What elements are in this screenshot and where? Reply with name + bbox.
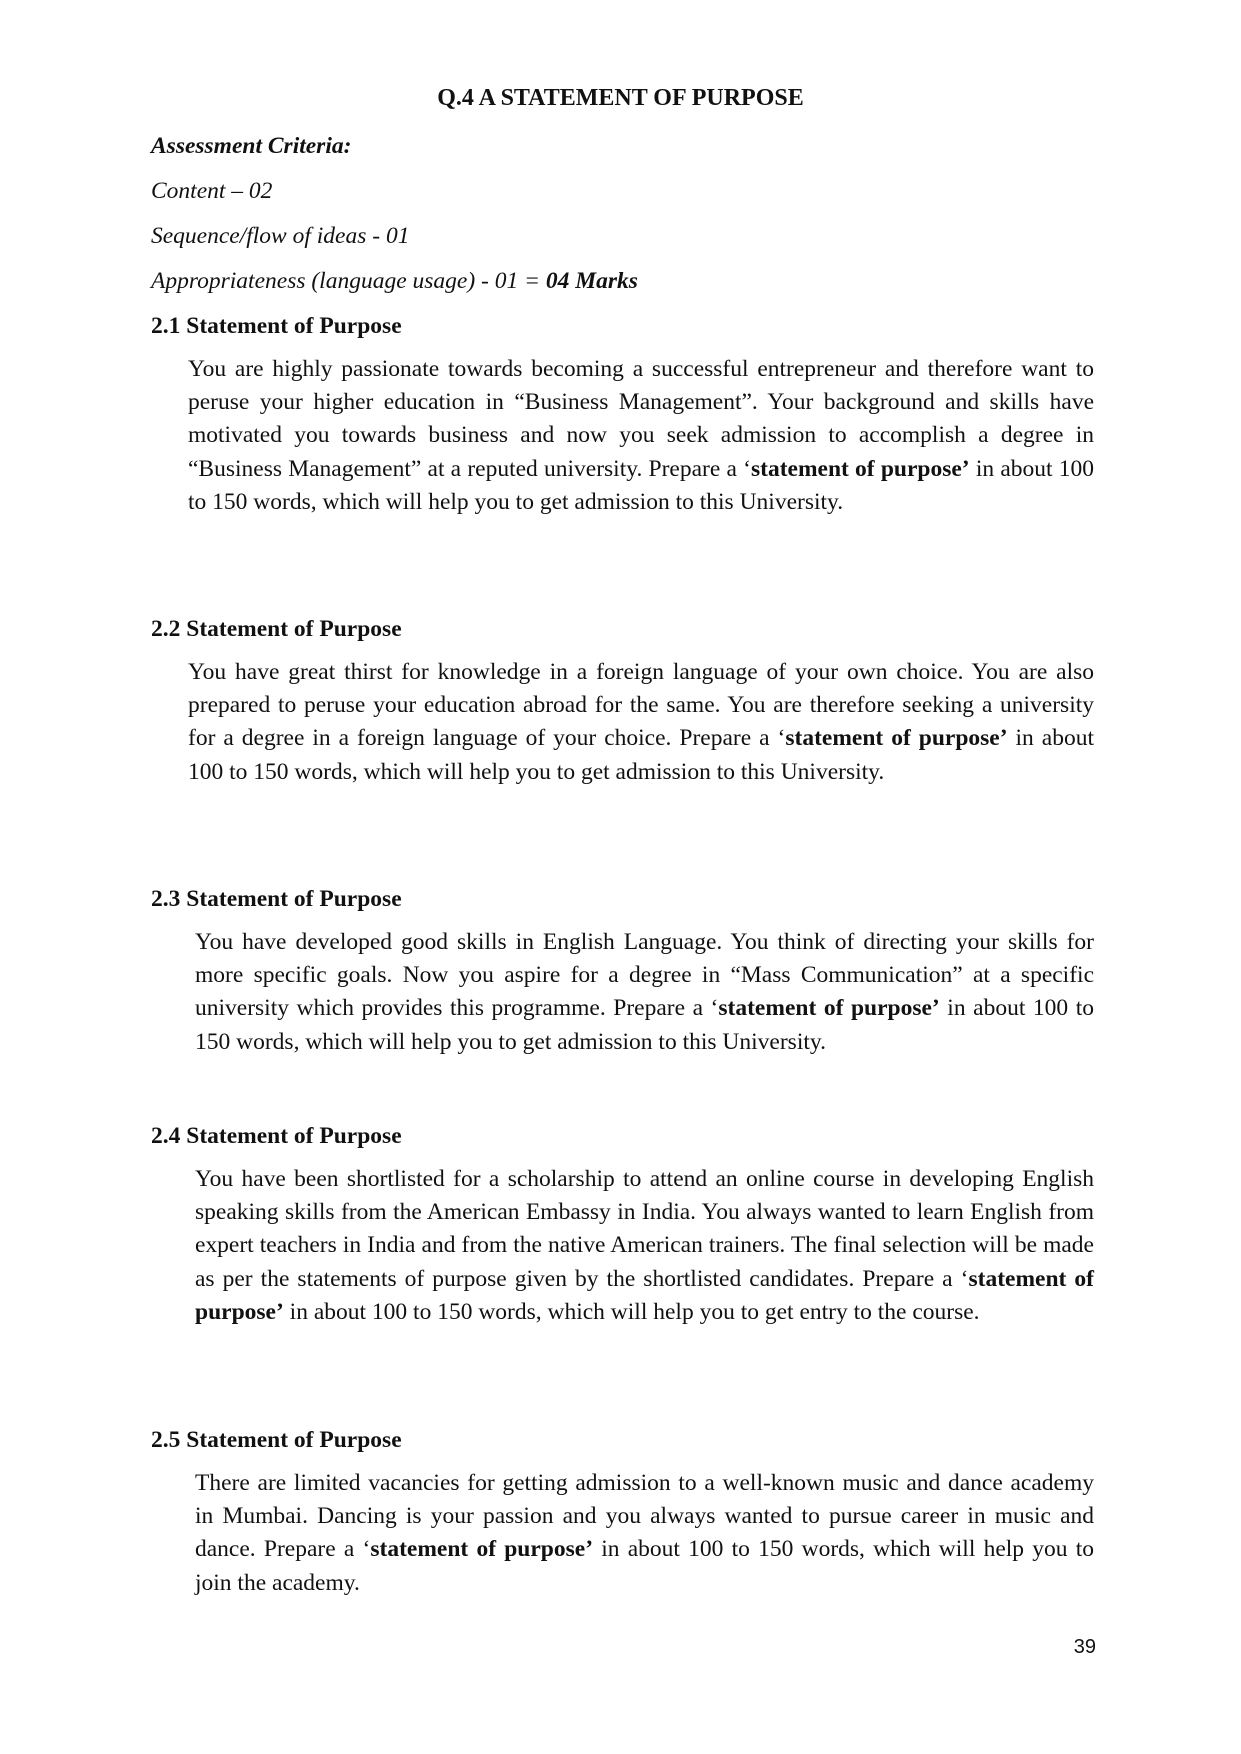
criteria-appropriateness-text: Appropriateness (language usage) - 01 bbox=[151, 268, 519, 294]
section-body-text: There are limited vacancies for getting admission to a well-known music and dance academy in Mumbai. Dancing is your passion and you always wanted to pursue career in music and dance. Prepare a ‘ bbox=[195, 1470, 1094, 1563]
section-body-2-5 bbox=[195, 1467, 1094, 1600]
section-body-2-4 bbox=[195, 1163, 1094, 1329]
section-title-2-4: 2.4 Statement of Purpose bbox=[151, 1123, 402, 1149]
section-body-text: You have great thirst for knowledge in a foreign language of your own choice. You are also prepared to peruse your education abroad for the same. You are therefore seeking a university for a degree in a foreign language of your choice. Prepare a ‘ bbox=[188, 659, 1094, 752]
criteria-total-marks: 04 Marks bbox=[545, 268, 638, 294]
section-title-2-3: 2.3 Statement of Purpose bbox=[151, 886, 402, 912]
page-number: 39 bbox=[1073, 1636, 1096, 1658]
criteria-sequence: Sequence/flow of ideas - 01 bbox=[151, 223, 410, 249]
criteria-equals: = bbox=[518, 268, 546, 294]
section-body-text: in about 100 to 150 words, which will help you to get admission to this University. bbox=[188, 725, 1094, 785]
section-body-emphasis: statement of purpose’ bbox=[195, 1265, 1094, 1325]
page-title: Q.4 A STATEMENT OF PURPOSE bbox=[437, 85, 804, 111]
section-body-text: in about 100 to 150 words, which will help you to get entry to the course. bbox=[283, 1298, 980, 1325]
section-body-text: You have developed good skills in English Language. You think of directing your skills for more specific goals. Now you aspire for a degree in “Mass Communication” at a specific university which provides this programme. Prepare a ‘ bbox=[195, 929, 1094, 1022]
section-body-text: in about 100 to 150 words, which will help you to join the academy. bbox=[195, 1536, 1094, 1596]
section-title-2-1: 2.1 Statement of Purpose bbox=[151, 313, 402, 339]
section-body-emphasis: statement of purpose’ bbox=[750, 455, 970, 482]
section-body-emphasis: statement of purpose’ bbox=[718, 995, 940, 1022]
section-body-text: You have been shortlisted for a scholarship to attend an online course in developing English speaking skills from the American Embassy in India. You always wanted to learn English from expert teachers in India and from the native American trainers. The final selection will be made as per the statements of purpose given by the shortlisted candidates. Prepare a ‘ bbox=[195, 1166, 1094, 1292]
section-body-text: You are highly passionate towards becoming a successful entrepreneur and therefore want to peruse your higher education in “Business Management”. Your background and skills have motivated you towards business and now you seek admission to accomplish a degree in “Business Management” at a reputed university. Prepare a ‘ bbox=[188, 356, 1094, 482]
section-title-2-5: 2.5 Statement of Purpose bbox=[151, 1427, 402, 1453]
section-body-emphasis: statement of purpose’ bbox=[370, 1536, 594, 1563]
section-body-text: in about 100 to 150 words, which will help you to get admission to this University. bbox=[195, 995, 1094, 1055]
section-body-2-3 bbox=[195, 926, 1094, 1059]
section-body-text: in about 100 to 150 words, which will help you to get admission to this University. bbox=[188, 455, 1094, 515]
section-title-2-2: 2.2 Statement of Purpose bbox=[151, 616, 402, 642]
criteria-content: Content – 02 bbox=[151, 178, 273, 204]
section-body-2-2 bbox=[188, 656, 1094, 789]
criteria-heading: Assessment Criteria: bbox=[151, 133, 352, 159]
section-body-emphasis: statement of purpose’ bbox=[785, 725, 1008, 752]
section-body-2-1 bbox=[188, 353, 1094, 519]
criteria-appropriateness bbox=[151, 266, 638, 296]
